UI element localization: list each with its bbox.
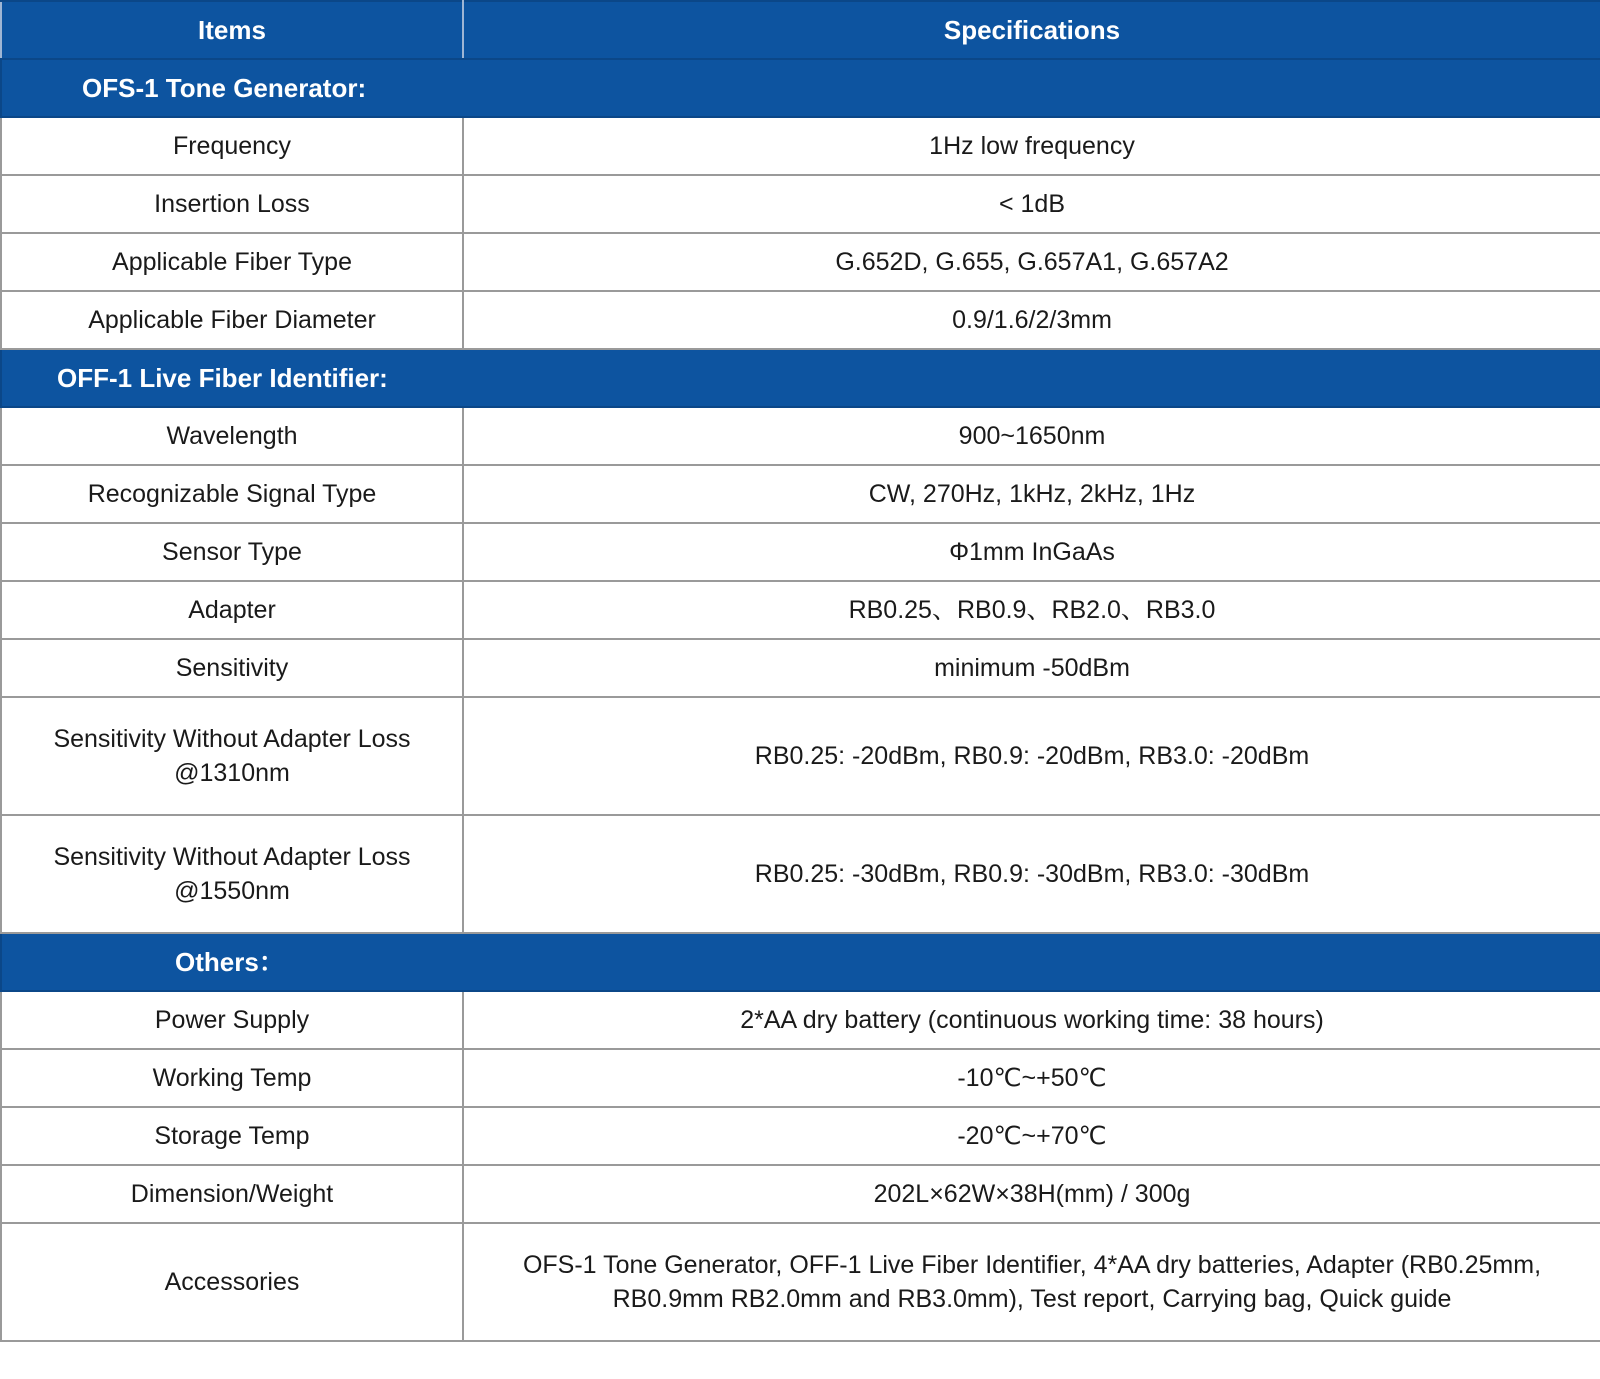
spec-cell: CW, 270Hz, 1kHz, 2kHz, 1Hz [463,465,1600,523]
table-row [1,639,1600,697]
item-cell: Dimension/Weight [1,1165,463,1223]
item-line: Sensitivity Without Adapter Loss [53,725,411,753]
table-row [1,465,1600,523]
item-cell: Sensor Type [1,523,463,581]
section-header-others [1,933,1600,991]
item-line: Sensitivity Without Adapter Loss [53,843,411,871]
spec-cell: RB0.25: -30dBm, RB0.9: -30dBm, RB3.0: -30dBm [463,815,1600,933]
table-row [1,815,1600,933]
item-cell: Wavelength [1,407,463,465]
table-row [1,175,1600,233]
spec-cell: RB0.25、RB0.9、RB2.0、RB3.0 [463,581,1600,639]
section-header-live-fiber-identifier [1,349,1600,407]
table-row [1,581,1600,639]
spec-line: RB0.9mm RB2.0mm and RB3.0mm), Test report, Carrying bag, Quick guide [612,1285,1452,1313]
table-row [1,1049,1600,1107]
item-cell: Frequency [1,117,463,175]
table-row [1,233,1600,291]
spec-cell: 1Hz low frequency [463,117,1600,175]
spec-cell: 2*AA dry battery (continuous working time: 38 hours) [463,991,1600,1049]
spec-cell [463,1223,1600,1341]
table-header-row [1,1,1600,59]
header-items: Items [1,1,463,59]
spec-cell: G.652D, G.655, G.657A1, G.657A2 [463,233,1600,291]
item-cell: Working Temp [1,1049,463,1107]
spec-cell: Φ1mm InGaAs [463,523,1600,581]
table-row [1,1107,1600,1165]
table-row [1,291,1600,349]
table-row [1,1223,1600,1341]
item-cell: Applicable Fiber Diameter [1,291,463,349]
section-title: OFS-1 Tone Generator: [1,59,1600,117]
spec-line: OFS-1 Tone Generator, OFF-1 Live Fiber Identifier, 4*AA dry batteries, Adapter (RB0.25mm, [522,1251,1542,1279]
item-cell: Accessories [1,1223,463,1341]
section-title: Others： [1,933,1600,991]
header-specifications: Specifications [463,1,1600,59]
item-cell: Power Supply [1,991,463,1049]
spec-cell: RB0.25: -20dBm, RB0.9: -20dBm, RB3.0: -20dBm [463,697,1600,815]
spec-cell: 900~1650nm [463,407,1600,465]
spec-cell: 202L×62W×38H(mm) / 300g [463,1165,1600,1223]
item-line: @1310nm [174,759,290,787]
section-title: OFF-1 Live Fiber Identifier: [1,349,1600,407]
item-cell [1,815,463,933]
spec-cell: -20℃~+70℃ [463,1107,1600,1165]
item-cell: Adapter [1,581,463,639]
spec-cell: 0.9/1.6/2/3mm [463,291,1600,349]
spec-cell: minimum -50dBm [463,639,1600,697]
table-row [1,523,1600,581]
item-cell: Applicable Fiber Type [1,233,463,291]
table-row [1,991,1600,1049]
table-row [1,1165,1600,1223]
item-cell: Storage Temp [1,1107,463,1165]
section-header-tone-generator [1,59,1600,117]
item-line: @1550nm [174,877,290,905]
spec-cell: -10℃~+50℃ [463,1049,1600,1107]
item-cell [1,697,463,815]
table-row [1,117,1600,175]
table-row [1,407,1600,465]
item-cell: Sensitivity [1,639,463,697]
spec-cell: < 1dB [463,175,1600,233]
item-cell: Insertion Loss [1,175,463,233]
item-cell: Recognizable Signal Type [1,465,463,523]
table-row [1,697,1600,815]
